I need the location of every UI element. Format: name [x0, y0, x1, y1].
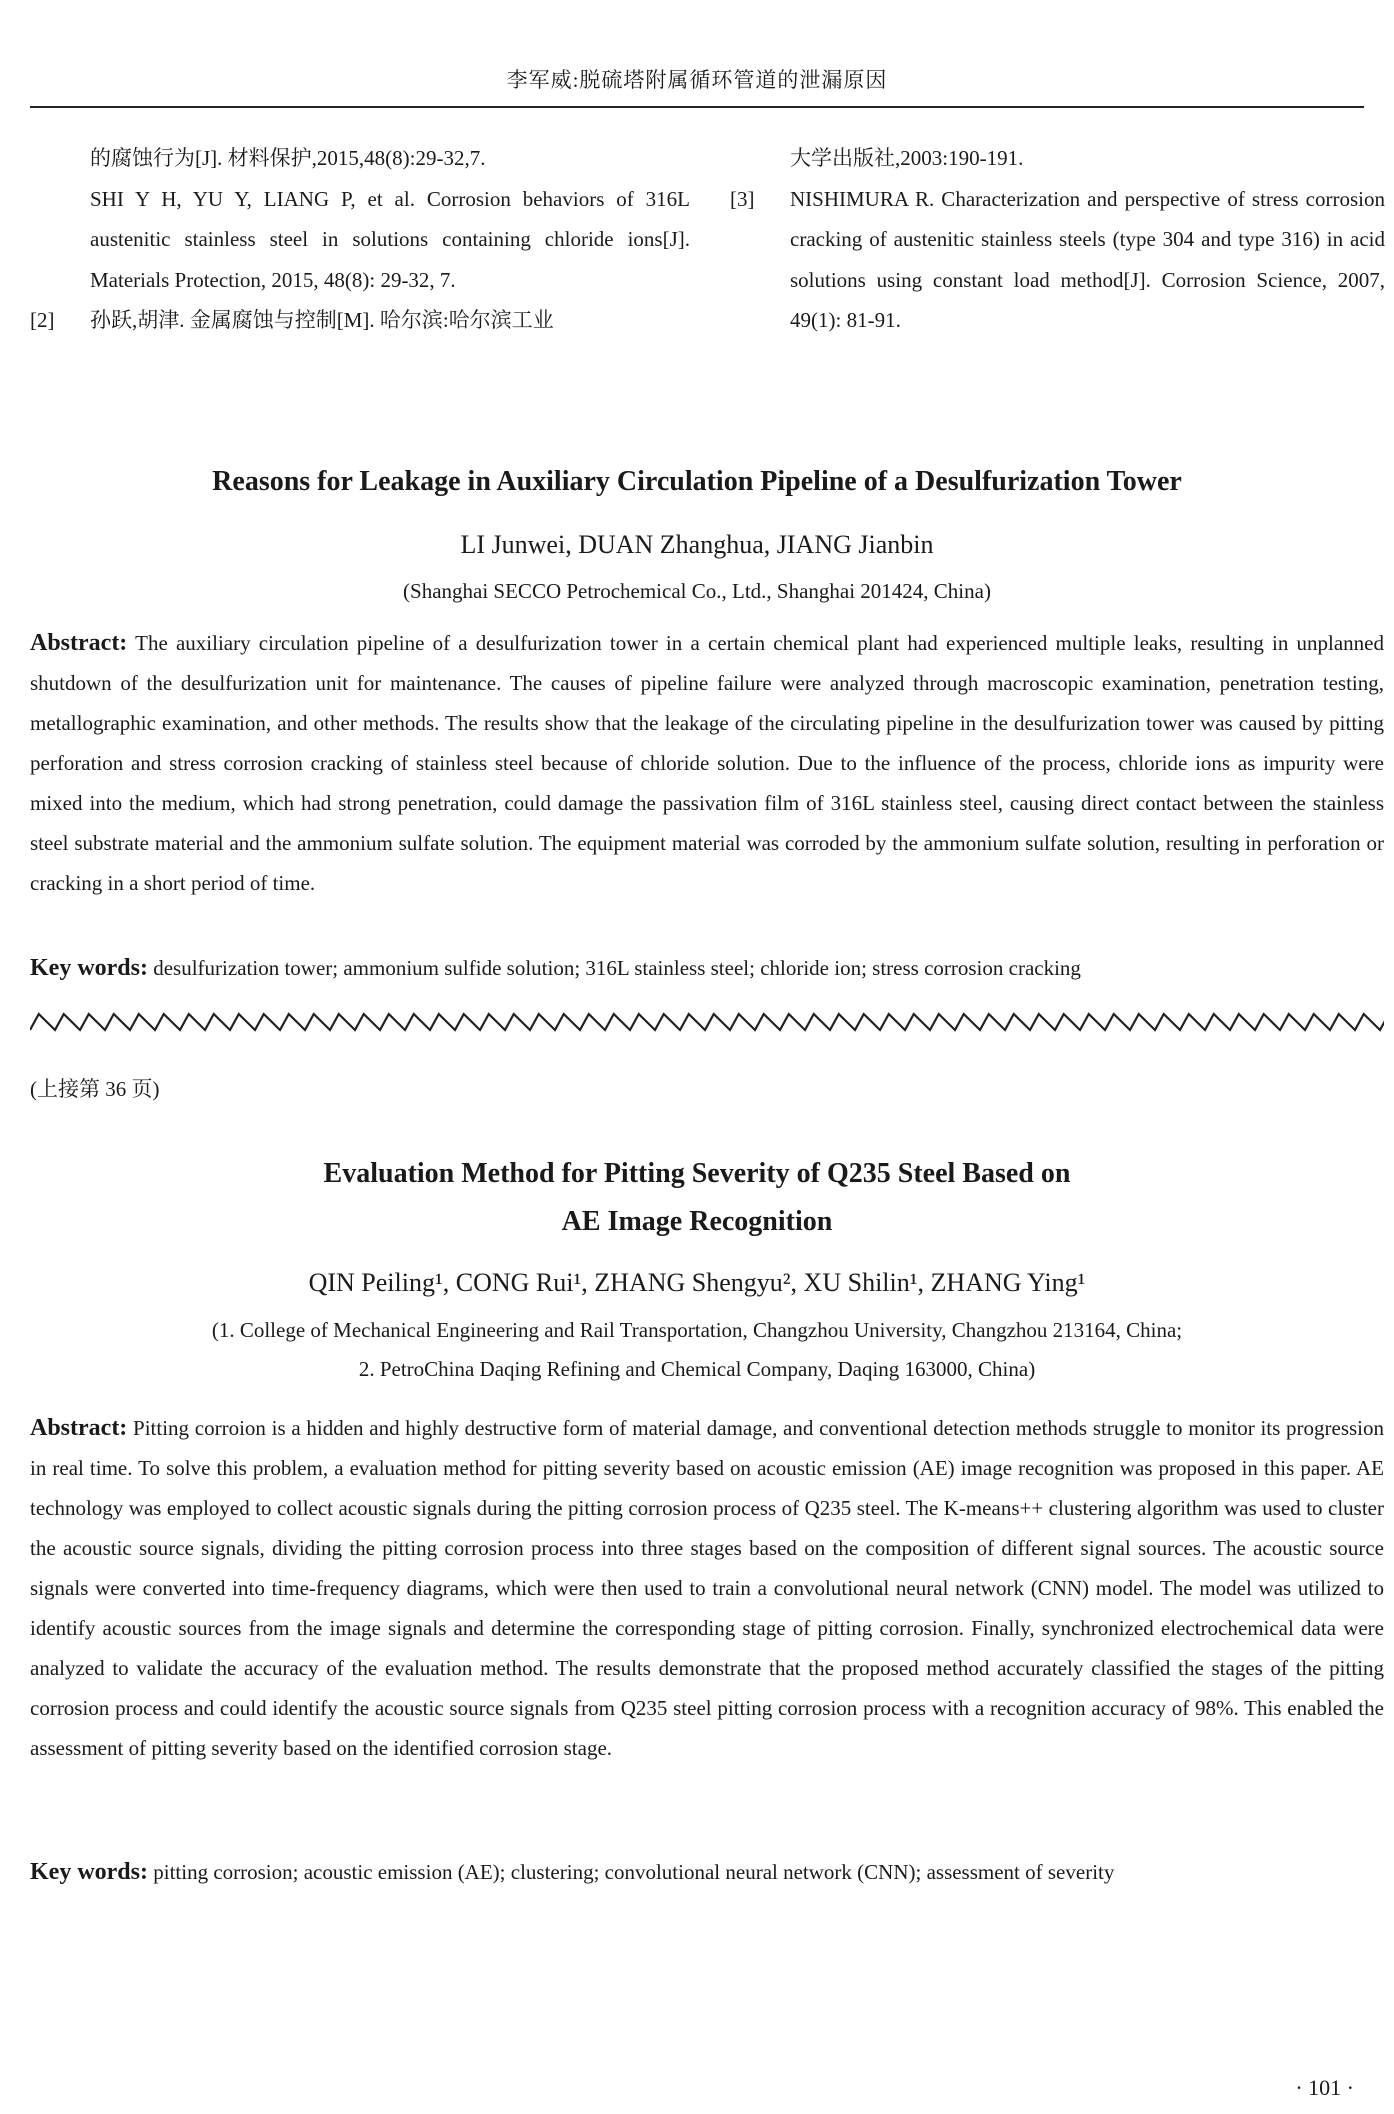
reference-text: NISHIMURA R. Characterization and perspective of stress corrosion cracking of austenitic stainless steels (type 304 and type 316) in acid solutions using constant load method[J]. Corrosion Science, 2007, 49(1): 81-91.	[790, 186, 1385, 332]
affiliation-line: 2. PetroChina Daqing Refining and Chemical Company, Daqing 163000, China)	[358, 1357, 1036, 1381]
article1-authors: LI Junwei, DUAN Zhanghua, JIANG Jianbin	[460, 530, 934, 559]
wavy-divider	[30, 1010, 1384, 1034]
article2-title-line2: AE Image Recognition	[561, 1206, 833, 1237]
reference-entry	[30, 300, 690, 341]
article2-abstract	[30, 1408, 1384, 1768]
keywords-text: pitting corrosion; acoustic emission (AE); clustering; convolutional neural network (CNN); assessment of severity	[153, 1860, 1115, 1884]
article1-abstract	[30, 623, 1384, 903]
reference-number: [2]	[30, 308, 55, 332]
article2-authors: QIN Peiling¹, CONG Rui¹, ZHANG Shengyu², XU Shilin¹, ZHANG Ying¹	[308, 1268, 1086, 1297]
references-left-column	[30, 138, 690, 341]
abstract-label: Abstract:	[30, 1415, 128, 1441]
reference-text: 孙跃,胡津. 金属腐蚀与控制[M]. 哈尔滨:哈尔滨工业	[90, 308, 554, 332]
reference-entry	[30, 179, 690, 301]
page-number: · 101 ·	[1295, 2075, 1354, 2100]
article1-keywords	[30, 948, 1384, 988]
article2-title-line1: Evaluation Method for Pitting Severity of Q235 Steel Based on	[323, 1158, 1071, 1189]
keywords-text: desulfurization tower; ammonium sulfide solution; 316L stainless steel; chloride ion; stress corrosion cracking	[153, 956, 1081, 980]
abstract-text: Pitting corroion is a hidden and highly destructive form of material damage, and conventional detection methods struggle to monitor its progression in real time. To solve this problem, a evaluation method for pitting severity based on acoustic emission (AE) image recognition was proposed in this paper. AE technology was employed to collect acoustic signals during the pitting corrosion process of Q235 steel. The K-means++ clustering algorithm was used to cluster the acoustic source signals, dividing the pitting corrosion process into three stages based on the composition of different signal sources. The acoustic source signals were converted into time-frequency diagrams, which were then used to train a convolutional neural network (CNN) model. The model was utilized to identify acoustic sources from the image signals and determine the corresponding stage of pitting corrosion. Finally, synchronized electrochemical data were analyzed to validate the accuracy of the evaluation method. The results demonstrate that the proposed method accurately classified the stages of the pitting corrosion process and could identify the acoustic source signals from Q235 steel pitting corrosion process with a recognition accuracy of 98%. This enabled the assessment of pitting severity based on the identified corrosion stage.	[30, 1416, 1384, 1760]
reference-text: 大学出版社,2003:190-191.	[790, 146, 1024, 170]
article1-affiliation: (Shanghai SECCO Petrochemical Co., Ltd., Shanghai 201424, China)	[403, 579, 991, 603]
reference-entry	[30, 138, 690, 179]
abstract-text: The auxiliary circulation pipeline of a desulfurization tower in a certain chemical plant had experienced multiple leaks, resulting in unplanned shutdown of the desulfurization unit for maintenance. The causes of pipeline failure were analyzed through macroscopic examination, penetration testing, metallographic examination, and other methods. The results show that the leakage of the circulating pipeline in the desulfurization tower was caused by pitting perforation and stress corrosion cracking of stainless steel because of chloride solution. Due to the influence of the process, chloride ions as impurity were mixed into the medium, which had strong penetration, could damage the passivation film of 316L stainless steel, causing direct contact between the stainless steel substrate material and the ammonium sulfate solution. The equipment material was corroded by the ammonium sulfate solution, resulting in perforation or cracking in a short period of time.	[30, 631, 1384, 895]
abstract-label: Abstract:	[30, 630, 128, 656]
reference-number: [3]	[730, 186, 755, 211]
article1-title: Reasons for Leakage in Auxiliary Circulation Pipeline of a Desulfurization Tower	[212, 466, 1182, 497]
article2-title	[30, 1150, 1364, 1246]
reference-entry	[730, 138, 1385, 179]
reference-text: 的腐蚀行为[J]. 材料保护,2015,48(8):29-32,7.	[90, 146, 486, 170]
running-header: 李军威:脱硫塔附属循环管道的泄漏原因	[506, 68, 888, 92]
reference-text: SHI Y H, YU Y, LIANG P, et al. Corrosion behaviors of 316L austenitic stainless steel in solutions containing chloride ions[J]. Materials Protection, 2015, 48(8): 29-32, 7.	[90, 186, 690, 292]
affiliation-line: (1. College of Mechanical Engineering and Rail Transportation, Changzhou University, Changzhou 213164, China;	[211, 1318, 1183, 1342]
header-rule	[30, 106, 1364, 108]
article2-keywords	[30, 1852, 1384, 1892]
references-right-column	[730, 138, 1385, 341]
keywords-label: Key words:	[30, 955, 148, 981]
continued-from-note: (上接第 36 页)	[30, 1077, 160, 1101]
keywords-label: Key words:	[30, 1859, 148, 1885]
article2-affiliation	[30, 1311, 1364, 1389]
reference-entry	[730, 179, 1385, 341]
